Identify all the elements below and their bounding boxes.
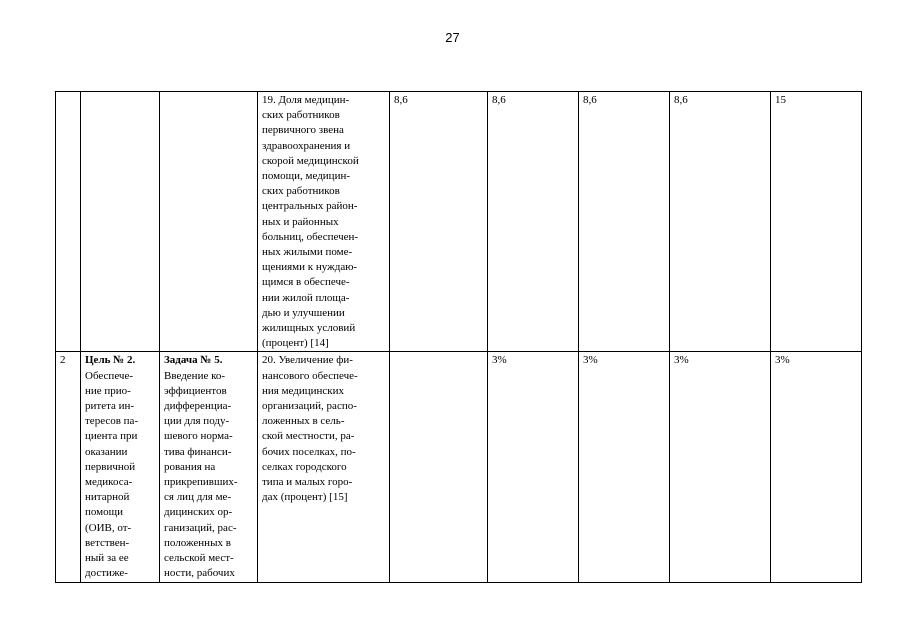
indicator-cell: 20. Увеличение фи- нансового обеспече- ния медицинских организаций, распо- ложенных в сель- ской местности, ра- бочих поселках, по- селках городского типа и малых горо- дах (процент) [15]: [258, 352, 390, 582]
goal-cell: [81, 92, 160, 352]
value-cell: 3%: [670, 352, 771, 582]
value-cell: 15: [771, 92, 862, 352]
goal-text: Обеспече- ние прио- ритета ин- тересов па- циента при оказании первичной медикоса- нитарной помощи (ОИВ, от- ветствен- ный за ее достиже-: [85, 369, 139, 580]
value-cell: 3%: [771, 352, 862, 582]
task-title: Задача № 5.: [164, 354, 223, 367]
indicators-table: [55, 91, 862, 583]
row-number-cell: 2: [56, 352, 81, 582]
table-row: [56, 352, 862, 582]
table-row: [56, 92, 862, 352]
task-text: Введение ко- эффициентов дифференциа- ции для поду- шевого норма- тива финанси- рования на прикрепивших- ся лиц для ме- дицинских ор- ганизаций, рас- положенных в сельской мест- ности, рабочих: [164, 369, 238, 580]
value-cell: 8,6: [488, 92, 579, 352]
row-number-cell: [56, 92, 81, 352]
indicator-cell: 19. Доля медицин- ских работников первичного звена здравоохранения и скорой медицинской помощи, медицин- ских работников центральных район- ных и районных больниц, обеспечен- ных жилыми поме- щениями к нуждаю- щимся в обеспече- нии жилой площа- дью и улучшении жилищных условий (процент) [14]: [258, 92, 390, 352]
goal-title: Цель № 2.: [85, 354, 136, 367]
value-cell: 8,6: [390, 92, 488, 352]
goal-cell: [81, 352, 160, 582]
task-cell: [160, 92, 258, 352]
value-cell: 8,6: [670, 92, 771, 352]
value-cell: 3%: [488, 352, 579, 582]
value-cell: [390, 352, 488, 582]
value-cell: 3%: [579, 352, 670, 582]
page-number: 27: [445, 30, 460, 45]
task-cell: [160, 352, 258, 582]
value-cell: 8,6: [579, 92, 670, 352]
